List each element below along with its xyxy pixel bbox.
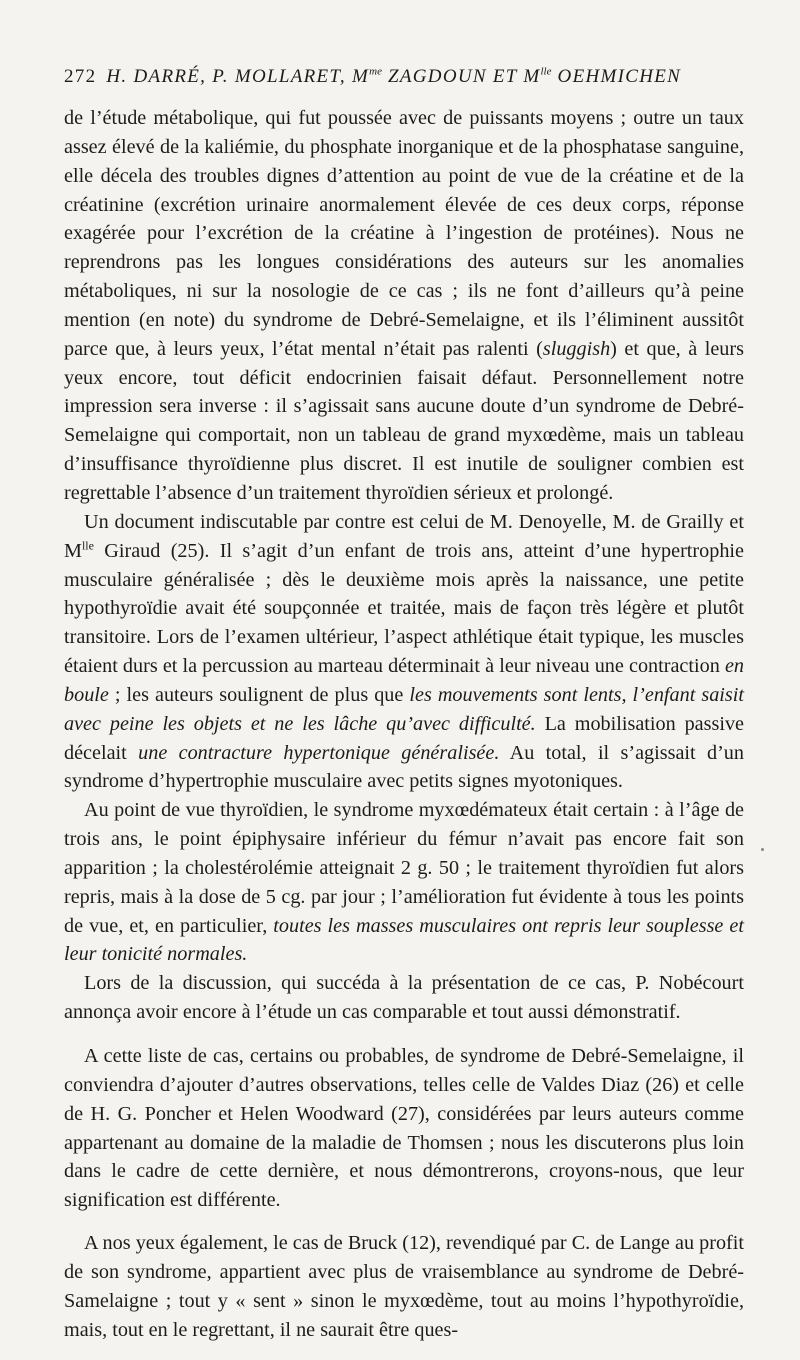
paragraph-5: A cette liste de cas, certains ou probables, de syndrome de Debré-Semelaigne, il conviendra d’ajouter d’autres observations, telles celle de Valdes Diaz (26) et celle de H. G. Poncher et Helen Woodward (27), considérées par leurs auteurs comme appartenant au domaine de la maladie de Thomsen ; nous les discuterons plus loin dans le cadre de cette dernière, et nous démontrerons, croyons-nous, que leur signification est différente.	[64, 1045, 744, 1212]
running-header	[64, 66, 744, 88]
margin-mark	[761, 848, 764, 851]
page-number: 272	[64, 66, 97, 87]
body-text	[64, 104, 744, 1344]
header-sup-a: me	[369, 65, 382, 78]
paragraph-2	[64, 508, 744, 796]
p2-sup: lle	[81, 537, 94, 552]
p2-text-b: Giraud (25). Il s’agit d’un enfant de trois ans, atteint d’une hypertrophie musculaire généralisée ; dès le deuxième mois après la naissance, une petite hypothyroïdie avait été soupçonnée et traitée, mais de façon très légère et plutôt transitoire. Lors de l’examen ultérieur, l’aspect athlétique était typique, les muscles étaient durs et la percussion au marteau déterminait à leur niveau une contraction	[64, 539, 744, 678]
p2-italic-g: une contracture hypertonique généralisée.	[138, 741, 500, 764]
p1-text-c: ) et que, à leurs yeux encore, tout déficit endocrinien faisait défaut. Personnellement notre impression sera inverse : il s’agissait sans aucune doute d’un syndrome de Debré-Semelaigne qui comportait, non un tableau de grand myxœdème, mais un tableau d’insuffisance thyroïdienne plus discret. Il est inutile de souligner combien est regrettable l’absence d’un traitement thyroïdien sérieux et prolongé.	[64, 337, 744, 504]
header-authors-c: OEHMICHEN	[551, 66, 682, 87]
p2-italic-e: les mouvements sont lents, l’enfant saisit avec peine les objets et ne les lâche qu’avec difficulté.	[64, 683, 744, 735]
p2-text-a: Un document indiscutable par contre est celui de M. Denoyelle, M. de Grailly et M	[64, 510, 744, 562]
paragraph-4: Lors de la discussion, qui succéda à la présentation de ce cas, P. Nobécourt annonça avoir encore à l’étude un cas comparable et tout aussi démonstratif.	[64, 972, 744, 1024]
p1-italic-sluggish: sluggish	[542, 337, 611, 360]
header-authors-a: H. DARRÉ, P. MOLLARET, M	[106, 66, 370, 87]
header-sup-b: lle	[540, 65, 552, 78]
p3-italic-b: toutes les masses musculaires ont repris leur souplesse et leur tonicité normales.	[64, 914, 744, 966]
p2-text-f: La mobilisation passive décelait	[64, 712, 744, 764]
p2-text-h: Au total, il s’agissait d’un syndrome d’hypertrophie musculaire avec petits signes myotoniques.	[64, 741, 744, 793]
p1-text-a: de l’étude métabolique, qui fut poussée avec de puissants moyens ; outre un taux assez élevé de la kaliémie, du phosphate inorganique et de la phosphatase sanguine, elle décela des troubles dignes d’attention au point de vue de la créatine et de la créatinine (excrétion urinaire anormalement élevée de ces deux corps, réponse exagérée pour l’excrétion de la créatine à l’ingestion de protéines). Nous ne reprendrons pas les longues considérations des auteurs sur les anomalies métaboliques, ni sur la nosologie de ce cas ; ils ne font d’ailleurs qu’à peine mention (en note) du syndrome de Debré-Semelaigne, et ils l’éliminent aussitôt parce que, à leurs yeux, l’état mental n’était pas ralenti (	[64, 107, 744, 360]
p2-text-d: ; les auteurs soulignent de plus que	[108, 683, 410, 706]
paragraph-1	[64, 104, 744, 508]
p2-italic-c: en boule	[64, 655, 744, 706]
p3-text-a: Au point de vue thyroïdien, le syndrome myxœdémateux était certain : à l’âge de trois ans, le point épiphysaire inférieur du fémur n’avait pas encore fait son apparition ; la cholestérolémie atteignait 2 g. 50 ; le traitement thyroïdien fut alors repris, mais à la dose de 5 cg. par jour ; l’amélioration fut évidente à tous les points de vue, et, en particulier,	[64, 799, 744, 937]
header-authors-b: ZAGDOUN ET M	[381, 66, 541, 87]
paragraph-6: A nos yeux également, le cas de Bruck (12), revendiqué par C. de Lange au profit de son syndrome, appartient avec plus de vraisemblance au syndrome de Debré-Samelaigne ; tout y « sent » sinon le myxœdème, tout au moins l’hypothyroïdie, mais, tout en le regrettant, il ne saurait être ques-	[64, 1232, 744, 1341]
paragraph-3	[64, 796, 744, 969]
